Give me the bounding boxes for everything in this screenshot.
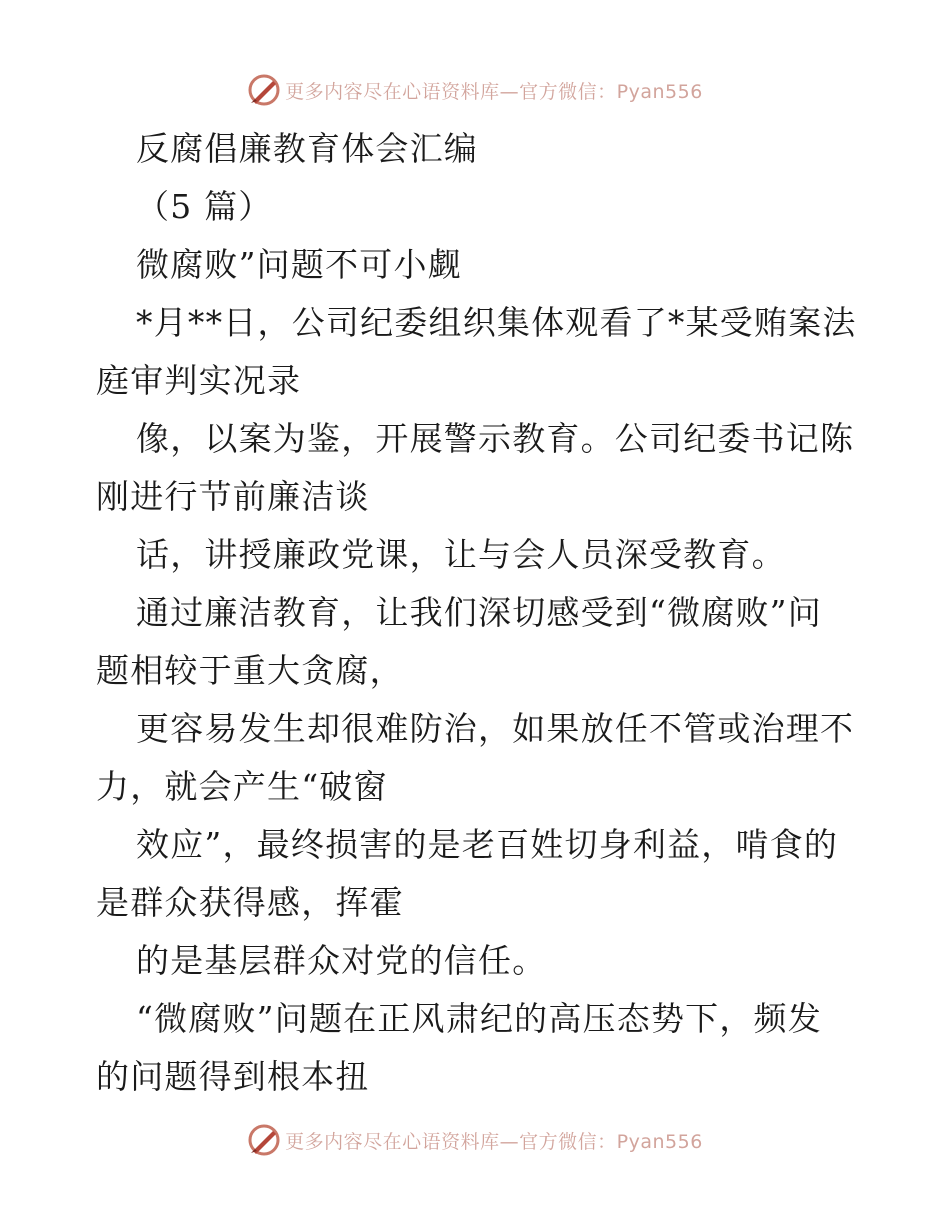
text-line: 力，就会产生“破窗 [96,767,388,806]
text-line: “微腐败”问题在正风肃纪的高压态势下，频发 [136,999,822,1038]
text-line: *月**日，公司纪委组织集体观看了*某受贿案法 [136,303,857,342]
text-line: 的是基层群众对党的信任。 [136,941,547,980]
text-line: 像，以案为鉴，开展警示教育。公司纪委书记陈 [136,419,855,458]
text-line: 刚进行节前廉洁谈 [96,477,370,516]
watermark-banner-bottom [0,1120,950,1160]
text-line: （5 篇） [136,187,273,226]
text-line: 题相较于重大贪腐， [96,651,404,690]
text-line: 效应”，最终损害的是老百姓切身利益，啃食的 [136,825,839,864]
pen-circle-logo-icon [247,1123,281,1157]
text-line: 微腐败”问题不可小觑 [136,245,462,284]
text-line: 话，讲授廉政党课，让与会人员深受教育。 [136,535,786,574]
pen-circle-logo-icon [247,73,281,107]
watermark-banner-top [0,70,950,110]
text-line: 更容易发生却很难防治，如果放任不管或治理不 [136,709,855,748]
text-line: 通过廉洁教育，让我们深切感受到“微腐败”问 [136,593,822,632]
watermark-text: 更多内容尽在心语资料库—官方微信：Pyan556 [285,1130,703,1153]
text-line: 反腐倡廉教育体会汇编 [136,129,478,168]
document-body [96,120,856,1106]
watermark-text: 更多内容尽在心语资料库—官方微信：Pyan556 [285,80,703,103]
text-line: 是群众获得感，挥霍 [96,883,404,922]
text-line: 庭审判实况录 [96,361,302,400]
text-line: 的问题得到根本扭 [96,1057,370,1096]
